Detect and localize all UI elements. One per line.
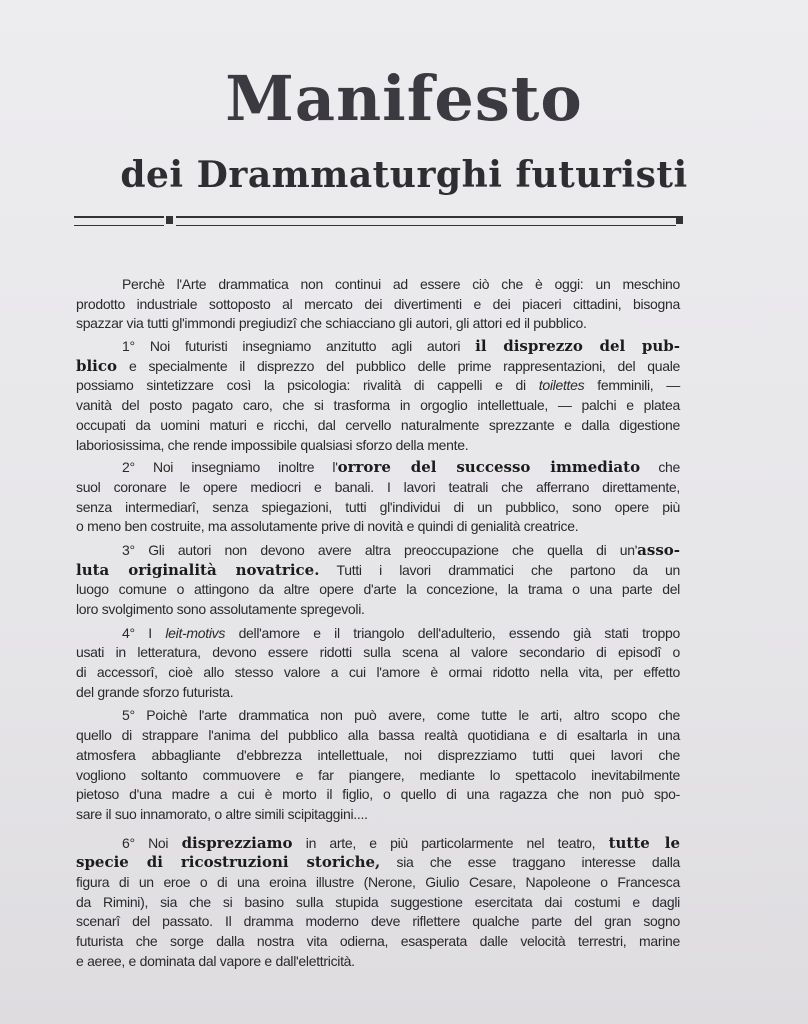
text-line — [76, 785, 680, 805]
bold-text: specie di ricostruzioni storiche, — [76, 853, 381, 872]
text-line — [76, 517, 680, 537]
text-line — [76, 561, 680, 581]
bold-text: disprezziamo — [181, 833, 293, 852]
text-line — [76, 314, 680, 334]
text-line — [76, 932, 680, 952]
text: in arte, e più particolarmente nel teatro, — [292, 834, 609, 851]
text: del grande sforzo futurista. — [76, 683, 234, 700]
text: loro svolgimento sono assolutamente spregevoli. — [76, 601, 365, 617]
text-line — [76, 643, 680, 663]
text: laboriosissima, che rende impossibile qualsiasi sforzo della mente. — [76, 436, 469, 453]
page-subtitle: dei Drammaturghi futuristi — [120, 154, 688, 196]
text: o meno ben costruite, ma assolutamente prive di novità e quindi di genialità creatrice. — [76, 518, 579, 535]
text-line — [76, 893, 680, 913]
text: e specialmente il disprezzo del pubblico delle prime rappresentazioni, del quale — [117, 357, 680, 374]
italic-text: leit-motivs — [165, 624, 226, 641]
text-line — [76, 873, 680, 893]
text-line — [76, 706, 680, 726]
text-line — [76, 853, 680, 873]
text: vanità del posto pagato caro, che si trasforma in orgoglio intellettuale, — palchi e platea — [76, 397, 680, 414]
text: usati in letteratura, devono essere ridotti sulla scena al valore secondario di episodî o — [76, 644, 680, 661]
rule-square — [166, 216, 173, 224]
bold-text: il disprezzo del pub- — [475, 337, 680, 356]
text-line — [76, 580, 680, 600]
text-line — [76, 746, 680, 766]
text: vogliono soltanto commuovere e far piangere, mediante lo spettacolo inevitabilmente — [76, 766, 680, 783]
text-line — [76, 458, 680, 478]
text: 2° Noi insegniamo inoltre l' — [122, 459, 338, 476]
text: futurista che sorge dalla nostra vita odierna, esasperata dalle velocità terrestri, marine — [76, 933, 680, 949]
text-line — [76, 600, 680, 620]
text: da Rimini), sia che si basino sulla stupida suggestione esercitata dai costumi e dagli — [76, 893, 680, 910]
text: sia che esse traggano interesse dalla — [380, 854, 680, 871]
text: di accessorî, cioè allo stesso valore a cui l'amore è ormai ridotto nella vita, per effetto — [76, 664, 680, 681]
text-line — [76, 952, 680, 972]
italic-text: toilettes — [538, 377, 585, 394]
text-line — [76, 376, 680, 396]
text: quello di strappare l'anima del pubblico alla bassa realtà quotidiana e di esaltarla in una — [76, 727, 680, 744]
paragraph — [76, 275, 680, 334]
text: scenarî del passato. Il dramma moderno deve riflettere qualche parte del gran sogno — [76, 913, 680, 930]
rule-segment-main — [176, 216, 676, 226]
text: 4° I — [122, 624, 166, 641]
text: occupati da uomini maturi e ricchi, dal cervello naturalmente sprezzante e dalla digestione — [76, 416, 680, 433]
text: Perchè l'Arte drammatica non continui ad essere ciò che è oggi: un meschino — [122, 276, 680, 292]
text-line — [76, 357, 680, 377]
bold-text: asso- — [637, 540, 680, 559]
bold-text: tutte le — [608, 833, 681, 852]
paragraph — [76, 834, 680, 972]
paragraph — [76, 624, 680, 703]
page-title: Manifesto — [225, 62, 583, 135]
bold-text: luta originalità novatrice. — [76, 560, 320, 579]
paragraph — [76, 706, 680, 824]
paragraph — [76, 458, 680, 537]
text-line — [76, 337, 680, 357]
text-line — [76, 766, 680, 786]
bold-text: blico — [76, 356, 118, 375]
text-line — [76, 478, 680, 498]
text: Tutti i lavori drammatici che partono da un — [319, 561, 681, 578]
text-line — [76, 498, 680, 518]
text-line — [76, 726, 680, 746]
text-line — [76, 663, 680, 683]
bold-text: orrore del successo immediato — [337, 458, 641, 477]
text: senza intermediarî, senza spiegazioni, tutti gl'individui di un pubblico, sono opere più — [76, 498, 680, 515]
text-line — [76, 912, 680, 932]
text: possiamo sintetizzare così la psicologia: rivalità di cappelli e di — [76, 377, 539, 394]
text: 3° Gli autori non devono avere altra preoccupazione che quella di un' — [122, 541, 638, 558]
text: 6° Noi — [122, 834, 182, 851]
text-line — [76, 683, 680, 703]
text-line — [76, 834, 680, 854]
text-line — [76, 295, 680, 315]
text: femminili, — — [584, 377, 680, 394]
text: atmosfera abbagliante d'ebbrezza intellettuale, noi disprezziamo tutti quei lavori che — [76, 746, 680, 763]
text: 1° Noi futuristi insegniamo anzitutto agli autori — [122, 338, 476, 355]
manifesto-body — [76, 275, 680, 974]
text: figura di un eroe o di una eroina illustre (Nerone, Giulio Cesare, Napoleone o Francesca — [76, 873, 680, 890]
text-line — [76, 436, 680, 456]
text: dell'amore e il triangolo dell'adulterio, essendo già stati troppo — [225, 624, 680, 641]
text-line — [76, 624, 680, 644]
text-line — [76, 416, 680, 436]
rule-square — [676, 216, 683, 224]
text-line — [76, 805, 680, 825]
text: prodotto industriale sottoposto al mercato dei divertimenti e dei piaceri cittadini, bisogna — [76, 295, 680, 312]
text: pietoso d'una madre a cui è morto il figlio, o quello di una ragazza che non può spo- — [76, 786, 680, 803]
rule-segment-left — [74, 216, 164, 226]
text-line — [76, 396, 680, 416]
text: suol coronare le opere mediocri e banali. I lavori teatrali che afferrano direttamente, — [76, 478, 680, 495]
text: e aeree, e dominata dal vapore e dall'elettricità. — [76, 952, 355, 969]
text: 5° Poichè l'arte drammatica non può avere, come tutte le arti, altro scopo che — [122, 707, 680, 724]
text: luogo comune o attingono da altre opere d'arte la concezione, la trama o una parte del — [76, 581, 680, 598]
text-line — [76, 541, 680, 561]
text: spazzar via tutti gl'immondi pregiudizî che schiacciano gli autori, gli attori ed il pubblico. — [76, 315, 587, 332]
text-line — [76, 275, 680, 295]
text: che — [640, 459, 680, 476]
paragraph — [76, 337, 680, 455]
paragraph — [76, 541, 680, 620]
text: sare il suo innamorato, o altre simili scipitaggini.... — [76, 805, 368, 822]
